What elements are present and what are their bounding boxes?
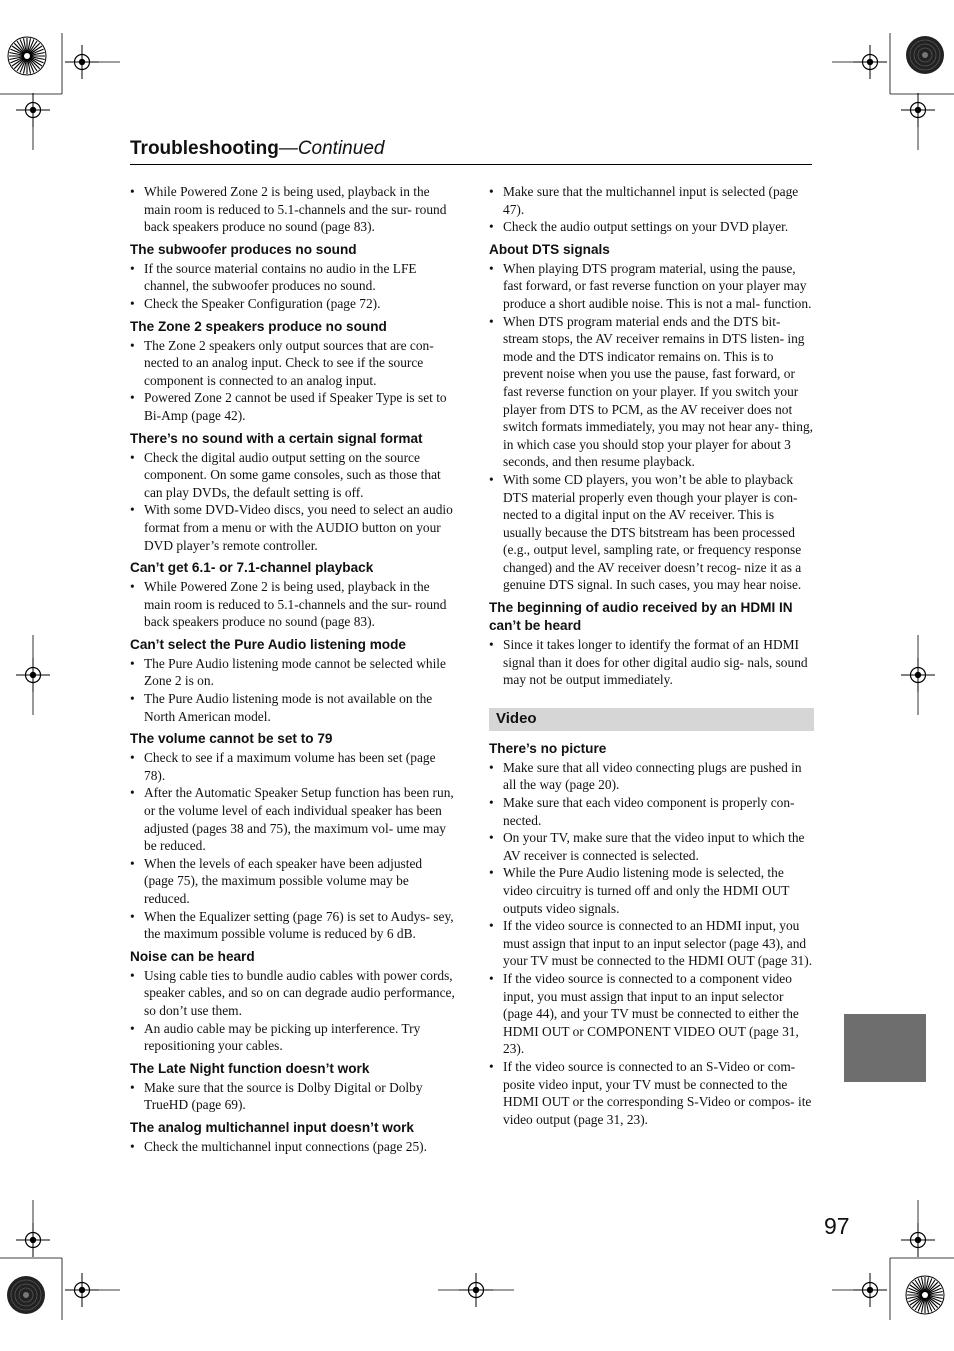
bullet-list: [130, 183, 455, 236]
list-item: • The Zone 2 speakers only output sources that are con- nected to an analog input. Check to see if the source component is connected to an analog input.: [130, 337, 455, 390]
bullet-list: [130, 260, 455, 313]
bullet-list: [130, 337, 455, 425]
page-title-suffix: —Continued: [278, 138, 385, 159]
list-item: • When the levels of each speaker have been adjusted (page 75), the maximum possible volume may be reduced.: [130, 855, 455, 908]
section-heading: The Late Night function doesn’t work: [130, 1060, 370, 1076]
section-heading: The Zone 2 speakers produce no sound: [130, 318, 387, 334]
list-item: • The Pure Audio listening mode cannot be selected while Zone 2 is on.: [130, 655, 455, 690]
list-item: • If the video source is connected to an S-Video or com- posite video input, your TV must be connected to the HDMI OUT or the corresponding S-Video or compos- ite video output (page 31, 23).: [489, 1058, 814, 1128]
list-item: • Check the digital audio output setting on the source component. On some game consoles, such as those that can play DVDs, the default setting is off.: [130, 449, 455, 502]
section-header-video: [489, 708, 814, 731]
bullet-list: [489, 759, 814, 1128]
section-heading: About DTS signals: [489, 241, 610, 257]
section-heading: The subwoofer produces no sound: [130, 241, 357, 257]
list-item: • When the Equalizer setting (page 76) is set to Audys- sey, the maximum possible volume is reduced by 6 dB.: [130, 908, 455, 943]
list-item: • While Powered Zone 2 is being used, playback in the main room is reduced to 5.1-channels and the sur- round back speakers produce no sound (page 83).: [130, 183, 455, 236]
bullet-list: [489, 260, 814, 594]
list-item: • An audio cable may be picking up interference. Try repositioning your cables.: [130, 1020, 455, 1055]
list-item: • Make sure that the multichannel input is selected (page 47).: [489, 183, 814, 218]
list-item: • Make sure that all video connecting plugs are pushed in all the way (page 20).: [489, 759, 814, 794]
page-title: Troubleshooting: [130, 138, 279, 159]
page-number: 97: [824, 1213, 850, 1239]
bullet-list: [489, 636, 814, 689]
section-heading: The analog multichannel input doesn’t work: [130, 1119, 414, 1135]
bullet-list: [489, 183, 814, 236]
page-header: [130, 138, 812, 165]
list-item: • When playing DTS program material, using the pause, fast forward, or fast reverse function on your player may produce a short audible noise. This is not a mal- function.: [489, 260, 814, 313]
list-item: • When DTS program material ends and the DTS bit- stream stops, the AV receiver remains in DTS listen- ing mode and the DTS indicator remains on. This is to prevent noise when you use the pause, fast forward, or fast reverse function on your player. If you switch your player from DTS to PCM, as the AV receiver does not switch formats immediately, you may not hear any- thing, in which case you should stop your player for about 3 seconds, and then resume playback.: [489, 313, 814, 471]
bullet-list: [130, 578, 455, 631]
list-item: • Make sure that the source is Dolby Digital or Dolby TrueHD (page 69).: [130, 1079, 455, 1114]
list-item: • Check to see if a maximum volume has been set (page 78).: [130, 749, 455, 784]
bullet-list: [130, 749, 455, 943]
list-item: • Since it takes longer to identify the format of an HDMI signal than it does for other digital audio sig- nals, sound may not be output immediately.: [489, 636, 814, 689]
bullet-list: [130, 655, 455, 725]
bullet-list: [130, 1138, 455, 1156]
section-heading: There’s no sound with a certain signal format: [130, 430, 423, 446]
list-item: • The Pure Audio listening mode is not available on the North American model.: [130, 690, 455, 725]
section-heading: Can’t get 6.1- or 7.1-channel playback: [130, 560, 374, 576]
section-thumb-tab: [844, 1014, 926, 1082]
section-heading: Noise can be heard: [130, 948, 255, 964]
section-heading: The beginning of audio received by an HDMI IN can’t be heard: [489, 600, 793, 634]
section-heading: The volume cannot be set to 79: [130, 731, 333, 747]
left-column: [130, 183, 455, 1156]
section-heading: There’s no picture: [489, 740, 607, 756]
bullet-list: [130, 1079, 455, 1114]
list-item: • With some CD players, you won’t be able to playback DTS material properly even though your player is con- nected to a digital input on the AV receiver. This is usually because the DTS bitstream has been processed (e.g., output level, sampling rate, or frequency response changed) and the AV receiver doesn’t recog- nize it as a genuine DTS signal. In such cases, you may hear noise.: [489, 471, 814, 594]
list-item: • If the video source is connected to an HDMI input, you must assign that input to an input selector (page 43), and your TV must be connected to the HDMI OUT (page 31).: [489, 917, 814, 970]
list-item: • Check the Speaker Configuration (page 72).: [130, 295, 455, 313]
list-item: • While the Pure Audio listening mode is selected, the video circuitry is turned off and only the HDMI OUT outputs video signals.: [489, 864, 814, 917]
list-item: • After the Automatic Speaker Setup function has been run, or the volume level of each individual speaker has been adjusted (pages 38 and 75), the maximum vol- ume may be reduced.: [130, 784, 455, 854]
list-item: • If the video source is connected to a component video input, you must assign that input to an input selector (page 44), and your TV must be connected to either the HDMI OUT or COMPONENT VIDEO OUT (page 31, 23).: [489, 970, 814, 1058]
list-item: • While Powered Zone 2 is being used, playback in the main room is reduced to 5.1-channels and the sur- round back speakers produce no sound (page 83).: [130, 578, 455, 631]
list-item: • If the source material contains no audio in the LFE channel, the subwoofer produces no sound.: [130, 260, 455, 295]
list-item: • Make sure that each video component is properly con- nected.: [489, 794, 814, 829]
list-item: • Check the multichannel input connections (page 25).: [130, 1138, 455, 1156]
list-item: • With some DVD-Video discs, you need to select an audio format from a menu or with the AUDIO button on your DVD player’s remote controller.: [130, 501, 455, 554]
list-item: • Powered Zone 2 cannot be used if Speaker Type is set to Bi-Amp (page 42).: [130, 389, 455, 424]
bullet-list: [130, 967, 455, 1055]
section-title: Video: [496, 709, 537, 727]
right-column: [489, 183, 814, 1128]
list-item: • On your TV, make sure that the video input to which the AV receiver is connected is selected.: [489, 829, 814, 864]
list-item: • Check the audio output settings on your DVD player.: [489, 218, 814, 236]
bullet-list: [130, 449, 455, 555]
list-item: • Using cable ties to bundle audio cables with power cords, speaker cables, and so on can degrade audio performance, so don’t use them.: [130, 967, 455, 1020]
section-heading: Can’t select the Pure Audio listening mode: [130, 636, 406, 652]
